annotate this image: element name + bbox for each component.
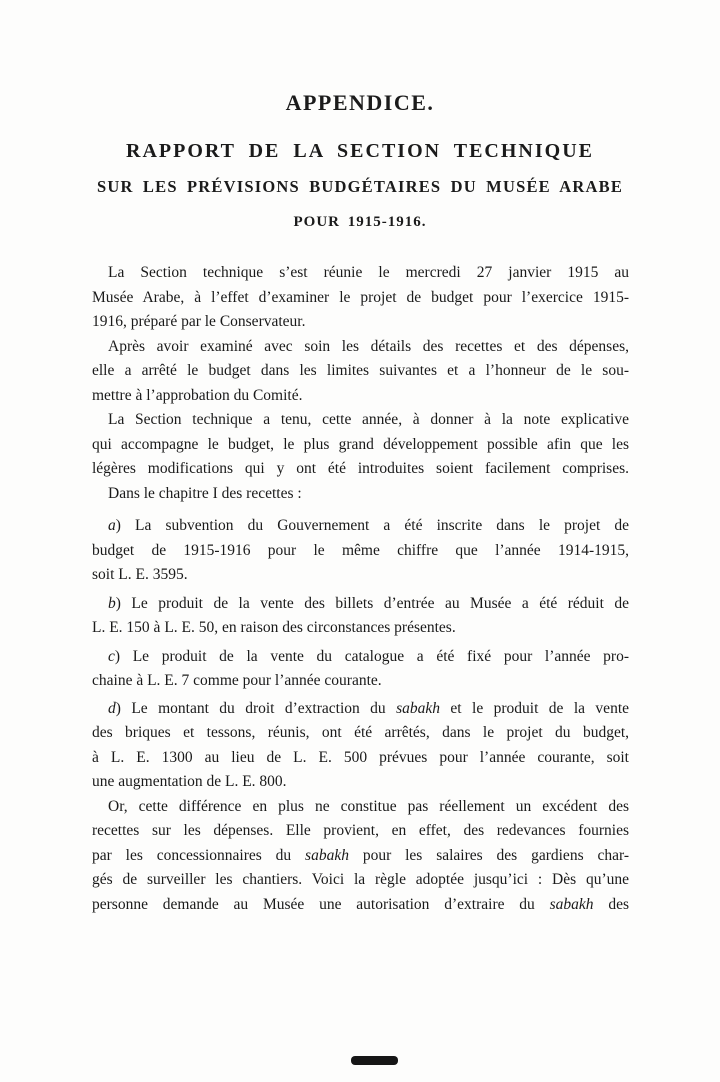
body-text bbox=[92, 261, 629, 917]
text-line: a) La subvention du Gouvernement a été inscrite dans le projet de bbox=[108, 517, 629, 534]
text-line: La Section technique s’est réunie le mercredi 27 janvier 1915 au bbox=[108, 264, 629, 281]
text-line: Après avoir examiné avec soin les détails des recettes et des dépenses, bbox=[108, 337, 629, 355]
report-title: RAPPORT DE LA SECTION TECHNIQUE bbox=[126, 140, 594, 162]
text-line: des briques et tessons, réunis, ont été arrêtés, dans le projet du budget, bbox=[92, 724, 629, 741]
report-period: POUR 1915-1916. bbox=[293, 214, 427, 230]
text-line: 1916, préparé par le Conservateur. bbox=[92, 313, 306, 330]
text-line: à L. E. 1300 au lieu de L. E. 500 prévues pour l’année courante, soit bbox=[92, 748, 629, 766]
text-line: chaine à L. E. 7 comme pour l’année courante. bbox=[92, 672, 382, 689]
text-line: légères modifications qui y ont été introduites soient facilement comprises. bbox=[92, 460, 629, 477]
text-line: recettes sur les dépenses. Elle provient, en effet, des redevances fournies bbox=[92, 822, 629, 839]
text-line: d) Le montant du droit d’extraction du sabakh et le produit de la vente bbox=[108, 699, 630, 717]
appendix-title: APPENDICE. bbox=[285, 90, 435, 115]
text-line: qui accompagne le budget, le plus grand développement possible afin que les bbox=[92, 435, 629, 453]
text-line: Dans le chapitre I des recettes : bbox=[108, 484, 302, 502]
text-line: Or, cette différence en plus ne constitue pas réellement un excédent des bbox=[108, 797, 629, 815]
text-line: soit L. E. 3595. bbox=[92, 566, 188, 583]
text-line: L. E. 150 à L. E. 50, en raison des circonstances présentes. bbox=[92, 619, 456, 636]
text-line: Musée Arabe, à l’effet d’examiner le projet de budget pour l’exercice 1915- bbox=[92, 288, 629, 306]
text-line: une augmentation de L. E. 800. bbox=[92, 773, 287, 790]
text-line: mettre à l’approbation du Comité. bbox=[92, 386, 303, 404]
ink-smudge-artifact bbox=[351, 1056, 398, 1065]
text-line: La Section technique a tenu, cette année, à donner à la note explicative bbox=[108, 411, 629, 428]
text-line: personne demande au Musée une autorisation d’extraire du sabakh des bbox=[92, 895, 629, 913]
text-line: gés de surveiller les chantiers. Voici la règle adoptée jusqu’ici : Dès qu’une bbox=[92, 871, 629, 888]
text-line: c) Le produit de la vente du catalogue a été fixé pour l’année pro- bbox=[108, 647, 629, 665]
text-line: par les concessionnaires du sabakh pour les salaires des gardiens char- bbox=[92, 846, 629, 864]
text-line: budget de 1915-1916 pour le même chiffre que l’année 1914-1915, bbox=[92, 541, 629, 559]
report-subtitle: SUR LES PRÉVISIONS BUDGÉTAIRES DU MUSÉE ARABE bbox=[96, 177, 624, 196]
text-line: b) Le produit de la vente des billets d’entrée au Musée a été réduit de bbox=[108, 594, 629, 612]
text-line: elle a arrêté le budget dans les limites suivantes et a l’honneur de le sou- bbox=[92, 362, 629, 379]
